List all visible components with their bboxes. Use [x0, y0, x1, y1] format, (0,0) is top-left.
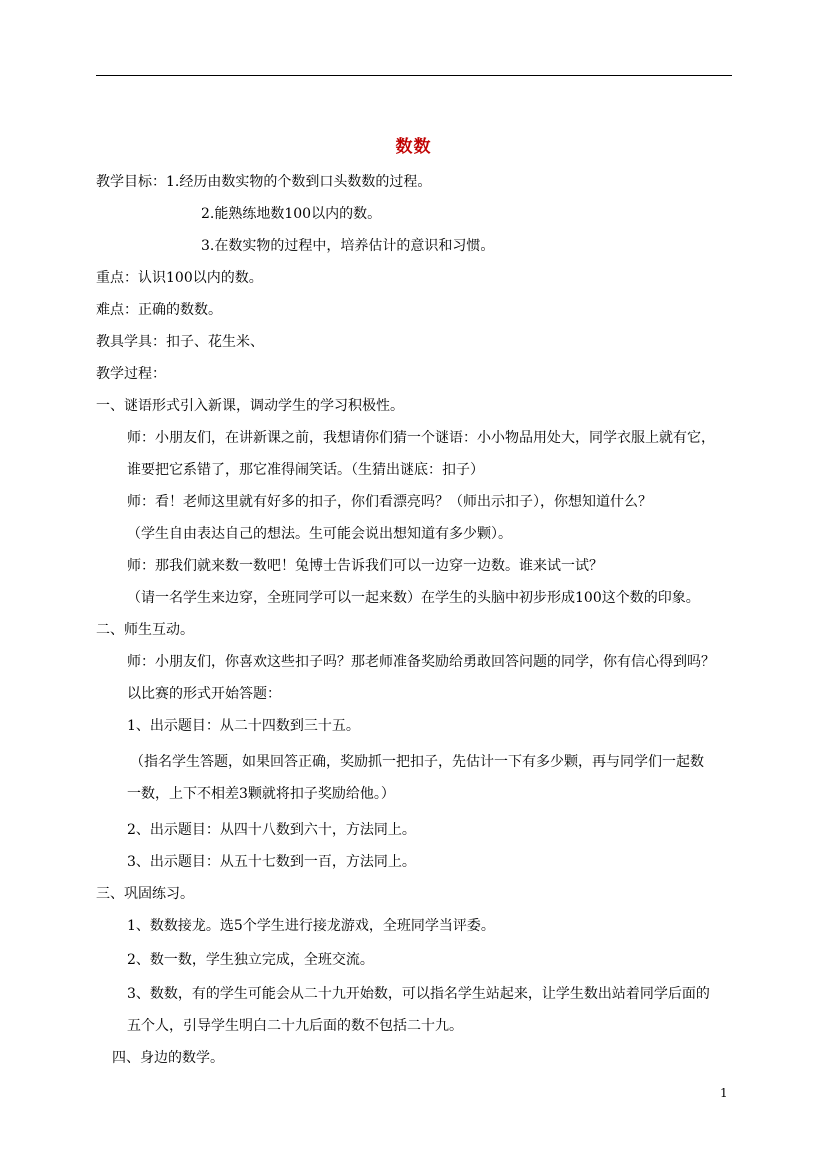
paragraph-line: 师：小朋友们，在讲新课之前，我想请你们猜一个谜语：小小物品用处大，同学衣服上就有它， — [127, 430, 715, 446]
paragraph-line: 谁要把它系错了，那它准得闹笑话。（生猜出谜底：扣子） — [127, 462, 484, 478]
header-rule — [96, 75, 732, 76]
paragraph-line: （指名学生答题，如果回答正确，奖励抓一把扣子，先估计一下有多少颗，再与同学们一起数 — [130, 754, 704, 770]
paragraph-line: 师：看！老师这里就有好多的扣子，你们看漂亮吗？（师出示扣子），你想知道什么？ — [127, 494, 652, 510]
difficulty-line: 难点：正确的数数。 — [96, 302, 222, 318]
paragraph-line: （学生自由表达自己的想法。生可能会说出想知道有多少颗）。 — [127, 526, 512, 542]
paragraph-line: 3、出示题目：从五十七数到一百，方法同上。 — [127, 854, 416, 870]
objectives-line-1: 教学目标：1.经历由数实物的个数到口头数数的过程。 — [96, 174, 432, 190]
document-title: 数数 — [395, 137, 432, 157]
paragraph-line: 五个人，引导学生明白二十九后面的数不包括二十九。 — [127, 1018, 463, 1034]
paragraph-line: 师：那我们就来数一数吧！兔博士告诉我们可以一边穿一边数。谁来试一试？ — [127, 558, 603, 574]
paragraph-line: 3、数数，有的学生可能会从二十九开始数，可以指名学生站起来，让学生数出站着同学后面的 — [127, 986, 710, 1002]
paragraph-line: （请一名学生来边穿，全班同学可以一起来数）在学生的头脑中初步形成100这个数的印象。 — [127, 590, 700, 606]
materials-line: 教具学具：扣子、花生米、 — [96, 334, 264, 350]
objectives-line-2: 2.能熟练地数100以内的数。 — [201, 206, 382, 222]
paragraph-line: 一数，上下不相差3颗就将扣子奖励给他。） — [127, 786, 395, 802]
paragraph-line: 1、数数接龙。选5个学生进行接龙游戏，全班同学当评委。 — [127, 918, 495, 934]
objectives-line-3: 3.在数实物的过程中，培养估计的意识和习惯。 — [201, 238, 495, 254]
paragraph-line: 2、出示题目：从四十八数到六十，方法同上。 — [127, 822, 416, 838]
paragraph-line: 2、数一数，学生独立完成，全班交流。 — [127, 952, 374, 968]
paragraph-line: 以比赛的形式开始答题： — [127, 686, 281, 702]
section-4-heading: 四、身边的数学。 — [112, 1050, 224, 1066]
key-point-line: 重点：认识100以内的数。 — [96, 270, 263, 286]
paragraph-line: 1、出示题目：从二十四数到三十五。 — [127, 718, 360, 734]
process-heading: 教学过程： — [96, 366, 166, 382]
paragraph-line: 师：小朋友们，你喜欢这些扣子吗？那老师准备奖励给勇敢回答问题的同学，你有信心得到吗？ — [127, 654, 715, 670]
section-3-heading: 三、巩固练习。 — [96, 886, 194, 902]
page-number: 1 — [720, 1086, 728, 1100]
section-1-heading: 一、谜语形式引入新课，调动学生的学习积极性。 — [96, 398, 404, 414]
section-2-heading: 二、师生互动。 — [96, 622, 194, 638]
